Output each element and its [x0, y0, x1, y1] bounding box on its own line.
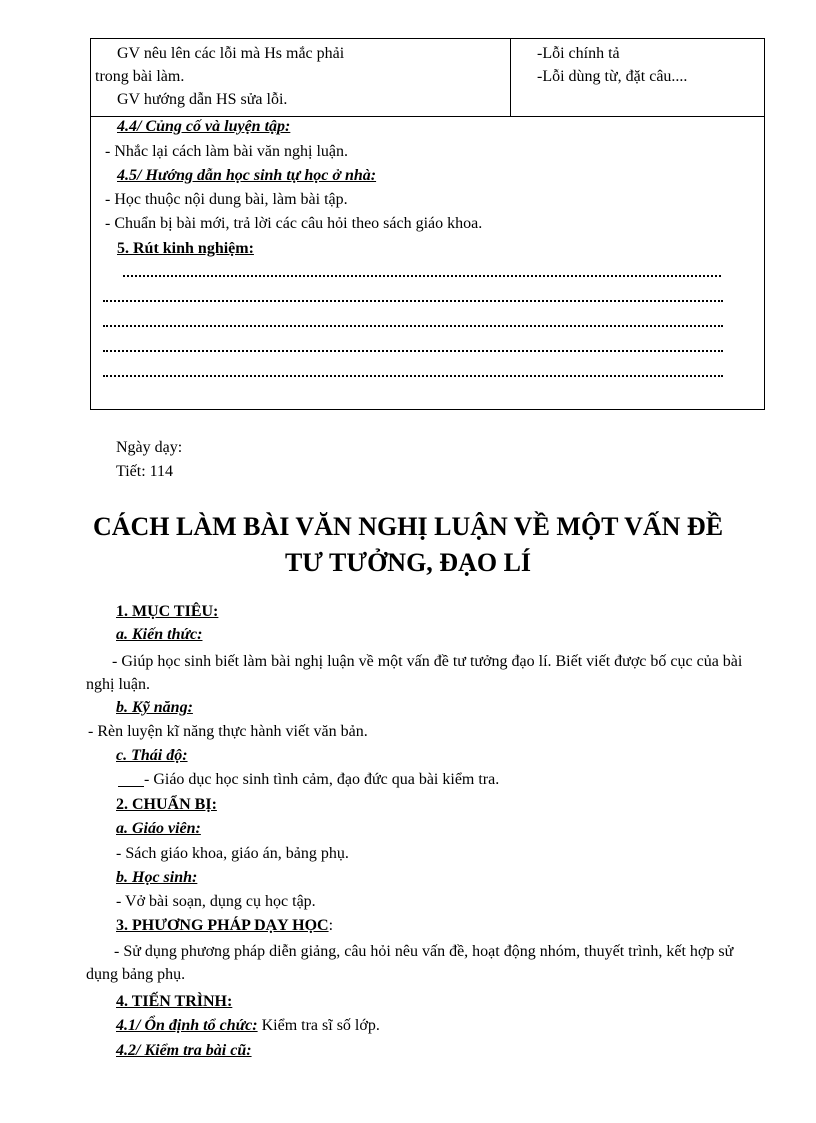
dotted-line — [103, 300, 723, 302]
right-cell-line-1: -Lỗi chính tả — [537, 45, 620, 62]
column-divider — [510, 39, 511, 116]
right-cell-line-2: -Lỗi dùng từ, đặt câu.... — [537, 68, 688, 85]
process-heading: 4. TIẾN TRÌNH: — [116, 993, 233, 1010]
methods-heading-colon: : — [328, 917, 334, 934]
org-text: Kiểm tra sĩ số lớp. — [257, 1017, 380, 1034]
attitude-text: - Giáo dục học sinh tình cảm, đạo đức qua bài kiểm tra. — [144, 771, 500, 788]
lesson-title-line-2: TƯ TƯỞNG, ĐẠO LÍ — [284, 548, 532, 577]
org-row — [116, 1015, 380, 1037]
left-cell-line-2: trong bài làm. — [95, 68, 185, 85]
preparation-heading: 2. CHUẨN BỊ: — [116, 796, 217, 813]
review-heading: 4.2/ Kiểm tra bài cũ: — [116, 1042, 252, 1059]
homework-item-2: - Chuẩn bị bài mới, trả lời các câu hỏi theo sách giáo khoa. — [105, 215, 483, 232]
homework-item-1: - Học thuộc nội dung bài, làm bài tập. — [105, 191, 348, 208]
student-heading: b. Học sinh: — [116, 869, 198, 886]
org-heading: 4.1/ Ổn định tổ chức: — [116, 1017, 258, 1034]
knowledge-heading: a. Kiến thức: — [116, 626, 203, 643]
attitude-blank-underline — [118, 768, 144, 787]
dotted-line — [103, 350, 723, 352]
teacher-heading: a. Giáo viên: — [116, 820, 201, 837]
objectives-heading: 1. MỤC TIÊU: — [116, 603, 219, 620]
methods-heading: 3. PHƯƠNG PHÁP DẠY HỌC — [116, 917, 329, 934]
teaching-date: Ngày dạy: — [116, 439, 183, 456]
skills-text: - Rèn luyện kĩ năng thực hành viết văn bản. — [88, 723, 368, 740]
attitude-heading: c. Thái độ: — [116, 747, 188, 764]
left-cell-line-1: GV nêu lên các lỗi mà Hs mắc phải — [117, 45, 345, 62]
experience-heading: 5. Rút kinh nghiệm: — [117, 240, 254, 257]
homework-heading: 4.5/ Hướng dẫn học sinh tự học ở nhà: — [117, 167, 377, 184]
lesson-period: Tiết: 114 — [116, 463, 174, 480]
left-cell-line-3: GV hướng dẫn HS sửa lỗi. — [117, 91, 288, 108]
dotted-line — [103, 325, 723, 327]
consolidation-item: - Nhắc lại cách làm bài văn nghị luận. — [105, 143, 349, 160]
teacher-text: - Sách giáo khoa, giáo án, bảng phụ. — [116, 845, 349, 862]
dotted-line — [103, 375, 723, 377]
lesson-title-line-1: CÁCH LÀM BÀI VĂN NGHỊ LUẬN VỀ MỘT VẤN ĐỀ — [92, 512, 724, 541]
methods-heading-row — [116, 915, 333, 937]
knowledge-text: - Giúp học sinh biết làm bài nghị luận về một vấn đề tư tưởng đạo lí. Biết viết được bố cục của bài nghị luận. — [86, 653, 743, 693]
student-text: - Vở bài soạn, dụng cụ học tập. — [116, 893, 316, 910]
consolidation-heading: 4.4/ Củng cố và luyện tập: — [117, 118, 291, 135]
skills-heading: b. Kỹ năng: — [116, 699, 193, 716]
lesson-table — [90, 38, 765, 410]
dotted-line — [123, 275, 721, 277]
methods-text: - Sử dụng phương pháp diễn giảng, câu hỏi nêu vấn đề, hoạt động nhóm, thuyết trình, kết hợp sử dụng bảng phụ. — [86, 943, 734, 983]
